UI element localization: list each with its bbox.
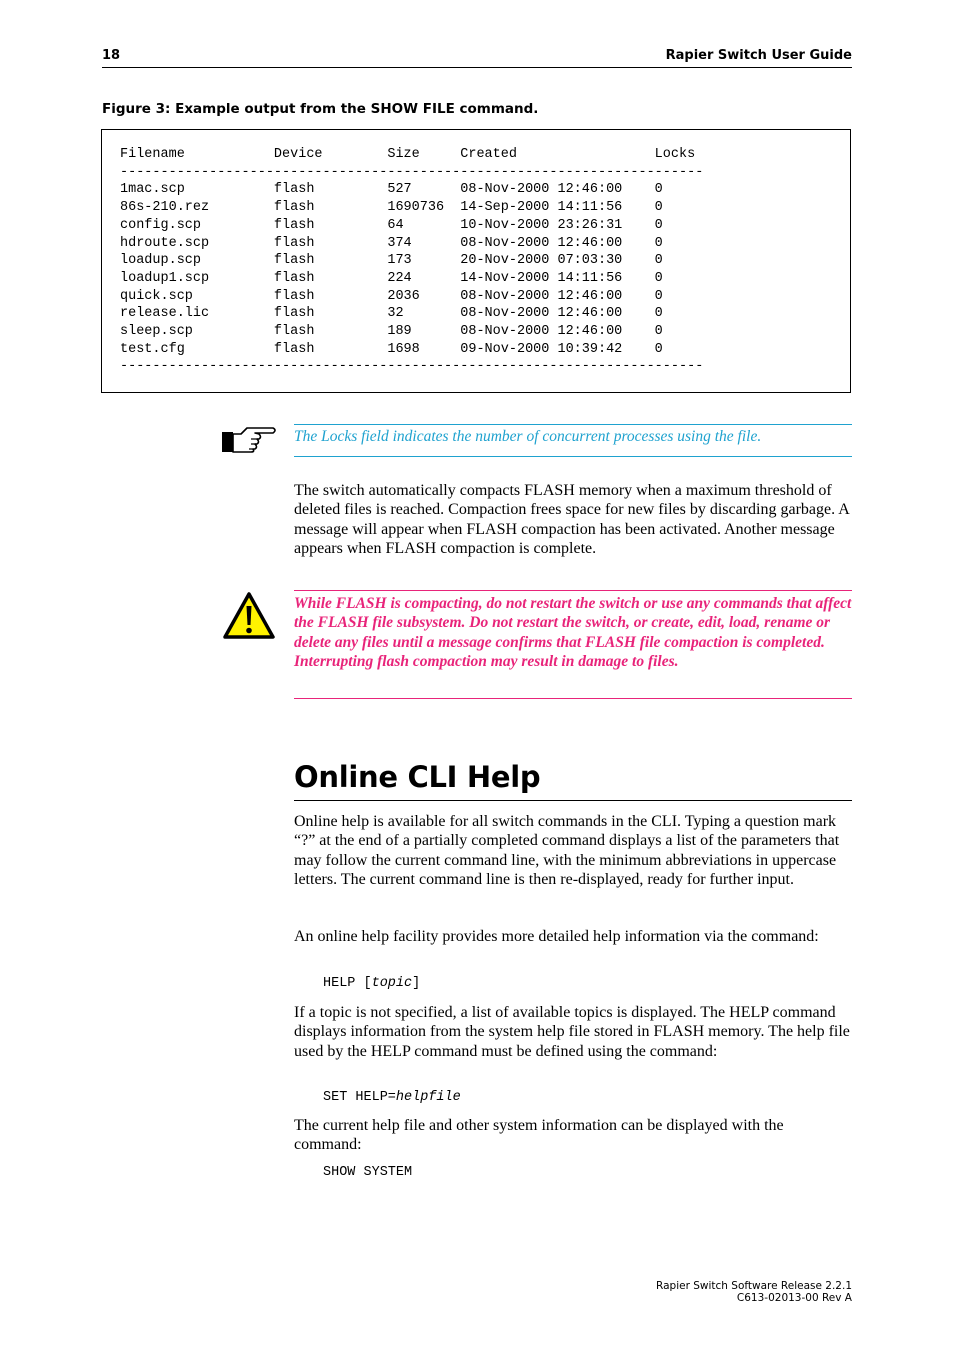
running-header-title: Rapier Switch User Guide xyxy=(665,48,852,63)
warning-triangle-icon xyxy=(223,592,275,640)
listing-row: hdroute.scp flash 374 08-Nov-2000 12:46:00 0 xyxy=(120,235,663,251)
show-system-command: SHOW SYSTEM xyxy=(323,1165,413,1180)
footer-release: Rapier Switch Software Release 2.2.1 xyxy=(656,1280,852,1292)
note-rule-top xyxy=(294,424,852,425)
show-system-paragraph: The current help file and other system information can be displayed with the command: xyxy=(294,1117,784,1154)
help-topic-paragraph: If a topic is not specified, a list of available topics is displayed. The HELP command displays information from the system help file stored in FLASH memory. The help file used by the HELP command must be defined using the command: xyxy=(294,1004,850,1060)
listing-row: loadup1.scp flash 224 14-Nov-2000 14:11:56 0 xyxy=(120,270,663,286)
listing-header: Filename Device Size Created Locks xyxy=(120,147,696,162)
listing-row: 86s-210.rez flash 1690736 14-Sep-2000 14:11:56 0 xyxy=(120,200,663,216)
listing-row: sleep.scp flash 189 08-Nov-2000 12:46:00 0 xyxy=(120,324,663,340)
listing-row: release.lic flash 32 08-Nov-2000 12:46:00 0 xyxy=(120,306,663,322)
command-output-listing xyxy=(120,146,703,376)
warning-text: While FLASH is compacting, do not restart the switch or use any commands that affect the FLASH file subsystem. Do not restart the switch, or create, edit, load, rename or delete any files until a message confirms that FLASH file compaction is completed. Interrupting flash compaction may result in damage to files. xyxy=(294,595,852,671)
page-number: 18 xyxy=(102,48,121,63)
command-output-box xyxy=(101,129,851,393)
listing-row: 1mac.scp flash 527 08-Nov-2000 12:46:00 0 xyxy=(120,182,663,198)
help-facility-paragraph: An online help facility provides more detailed help information via the command: xyxy=(294,928,819,945)
listing-row: config.scp flash 64 10-Nov-2000 23:26:31 0 xyxy=(120,217,663,233)
figure-caption: Figure 3: Example output from the SHOW FILE command. xyxy=(102,101,539,117)
listing-row: quick.scp flash 2036 08-Nov-2000 12:46:00 0 xyxy=(120,288,663,304)
section-heading-rule xyxy=(294,800,852,801)
warning-rule-top xyxy=(294,590,852,591)
listing-separator-top: ------------------------------------------------------------------------ xyxy=(120,164,704,180)
listing-row: test.cfg flash 1698 09-Nov-2000 10:39:42 0 xyxy=(120,341,663,357)
note-text: The Locks field indicates the number of concurrent processes using the file. xyxy=(294,428,762,445)
help-intro-paragraph: Online help is available for all switch commands in the CLI. Typing a question mark “?” at the end of a partially completed command displays a list of the parameters that may follow the current command line, with the minimum abbreviations in uppercase letters. The current command line is then re-displayed, ready for further input. xyxy=(294,813,840,888)
warning-rule-bottom xyxy=(294,698,852,699)
section-heading: Online CLI Help xyxy=(294,760,541,794)
pointing-hand-icon xyxy=(221,424,277,454)
header-rule xyxy=(102,67,852,68)
compaction-paragraph: The switch automatically compacts FLASH memory when a maximum threshold of deleted files is reached. Compaction frees space for new files by discarding garbage. A message will appear when FLASH compaction has been activated. Another message appears when FLASH compaction is complete. xyxy=(294,482,849,557)
note-rule-bottom xyxy=(294,456,852,457)
set-help-command: SET HELP=helpfile xyxy=(323,1090,461,1105)
help-command: HELP [topic] xyxy=(323,976,421,991)
listing-row: loadup.scp flash 173 20-Nov-2000 07:03:30 0 xyxy=(120,253,663,269)
footer-document-id: C613-02013-00 Rev A xyxy=(736,1292,852,1304)
listing-separator-bottom: ------------------------------------------------------------------------ xyxy=(120,359,704,375)
